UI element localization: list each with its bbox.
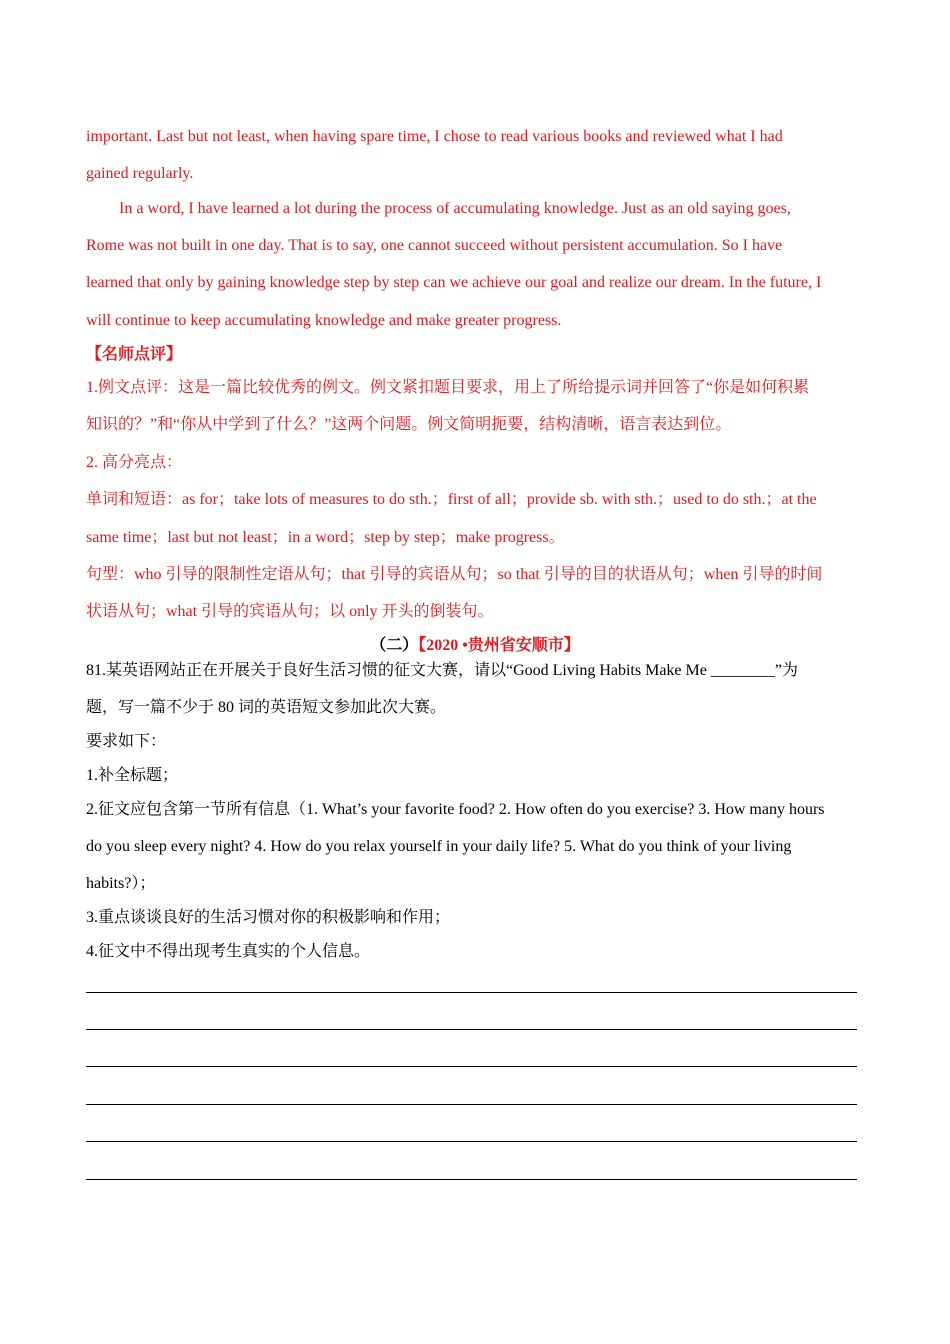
- comment-line: same time；last but not least；in a word；step by step；make progress。: [86, 529, 565, 546]
- section-heading: [86, 636, 864, 656]
- essay-line: learned that only by gaining knowledge step by step can we achieve our goal and realize our dream. In the future, I: [86, 274, 822, 291]
- comment-line: 状语从句；what 引导的宾语从句；以 only 开头的倒装句。: [86, 603, 494, 620]
- comment-line: 知识的？”和“你从中学到了什么？”这两个问题。例文简明扼要，结构清晰，语言表达到位。: [86, 416, 732, 433]
- question-line: 4.征文中不得出现考生真实的个人信息。: [86, 943, 371, 960]
- answer-line[interactable]: [86, 1179, 857, 1180]
- question-line: 1.补全标题；: [86, 767, 179, 784]
- comment-line: 1.例文点评：这是一篇比较优秀的例文。例文紧扣题目要求，用上了所给提示词并回答了“你是如何积累: [86, 379, 810, 396]
- comment-heading: 【名师点评】: [86, 346, 183, 363]
- essay-line: will continue to keep accumulating knowledge and make greater progress.: [86, 312, 562, 329]
- answer-line[interactable]: [86, 1104, 857, 1105]
- question-line: 题，写一篇不少于 80 词的英语短文参加此次大赛。: [86, 699, 447, 716]
- essay-line: gained regularly.: [86, 165, 194, 182]
- essay-line: In a word, I have learned a lot during the process of accumulating knowledge. Just as an old saying goes,: [119, 200, 791, 217]
- question-line: habits?）；: [86, 875, 156, 892]
- essay-line: Rome was not built in one day. That is to say, one cannot succeed without persistent accumulation. So I have: [86, 237, 783, 254]
- answer-line[interactable]: [86, 1141, 857, 1142]
- section-number: （二）: [370, 637, 419, 654]
- comment-line: 2. 高分亮点：: [86, 454, 183, 471]
- comment-line: 单词和短语：as for；take lots of measures to do sth.；first of all；provide sb. with sth.；used to do sth.；at the: [86, 491, 817, 508]
- question-line: 81.某英语网站正在开展关于良好生活习惯的征文大赛，请以“Good Living Habits Make Me ________”为: [86, 662, 798, 679]
- essay-line: important. Last but not least, when having spare time, I chose to read various books and reviewed what I had: [86, 128, 783, 145]
- question-line: 要求如下：: [86, 733, 167, 750]
- section-source: 【2020 •贵州省安顺市】: [418, 637, 580, 654]
- question-line: 2.征文应包含第一节所有信息（1. What’s your favorite food? 2. How often do you exercise? 3. How many hours: [86, 801, 825, 818]
- question-line: 3.重点谈谈良好的生活习惯对你的积极影响和作用；: [86, 909, 451, 926]
- answer-line[interactable]: [86, 1029, 857, 1030]
- answer-line[interactable]: [86, 992, 857, 993]
- question-line: do you sleep every night? 4. How do you relax yourself in your daily life? 5. What do you think of your living: [86, 838, 792, 855]
- answer-line[interactable]: [86, 1066, 857, 1067]
- comment-line: 句型：who 引导的限制性定语从句；that 引导的宾语从句；so that 引导的目的状语从句；when 引导的时间: [86, 566, 823, 583]
